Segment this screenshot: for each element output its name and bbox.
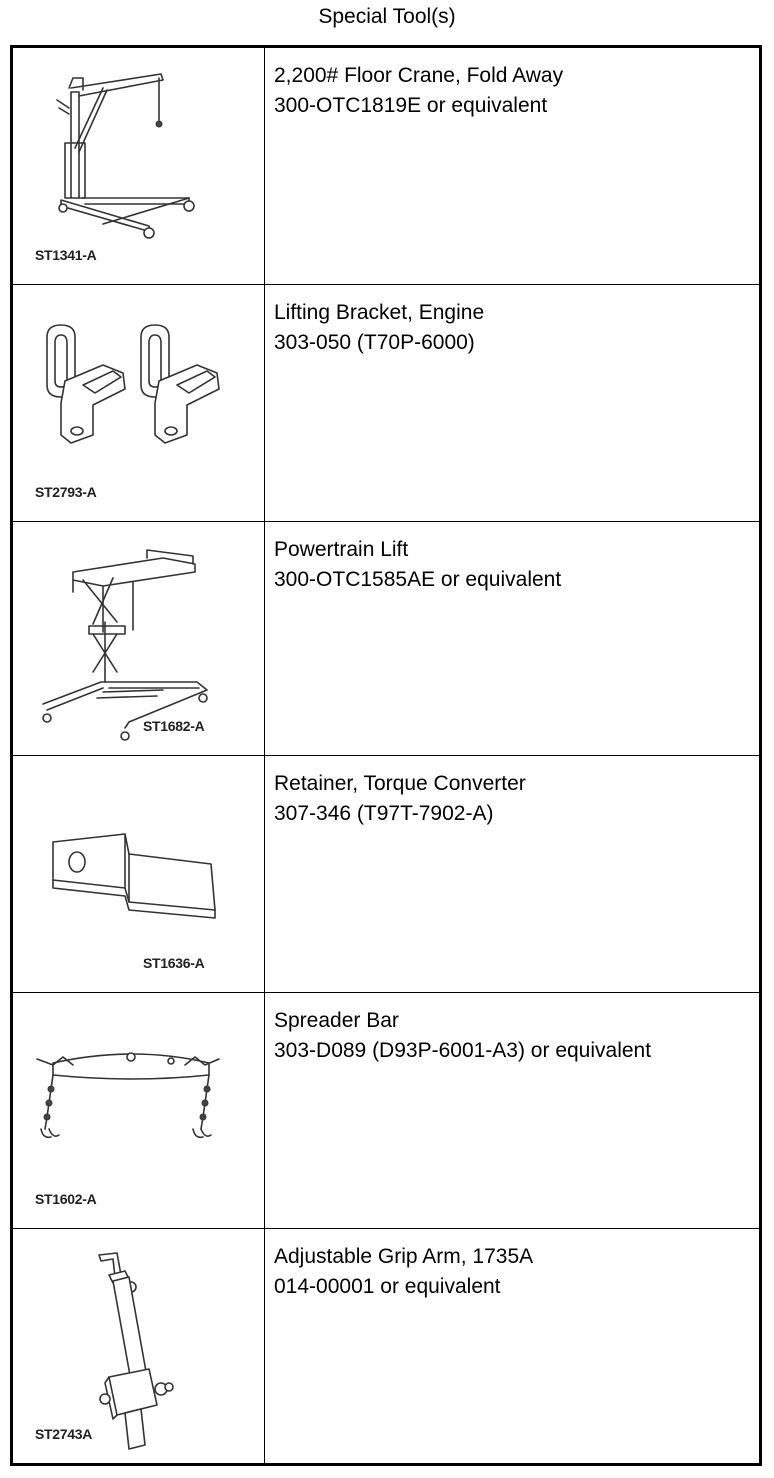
tool-name: Lifting Bracket, Engine xyxy=(274,301,485,324)
tool-name: Spreader Bar xyxy=(274,1009,399,1032)
tool-code: ST1602-A xyxy=(35,1191,97,1207)
tool-description xyxy=(274,535,754,595)
tool-code: ST1682-A xyxy=(143,718,205,734)
tool-description xyxy=(274,1006,754,1066)
powertrain-lift-icon xyxy=(13,522,265,758)
tool-name: Powertrain Lift xyxy=(274,538,409,561)
special-tools-table xyxy=(10,45,762,1466)
tool-code: ST1341-A xyxy=(35,247,97,263)
tool-part-number: 300-OTC1819E or equivalent xyxy=(274,94,548,117)
tool-part-number: 303-050 (T70P-6000) xyxy=(274,331,475,354)
table-row xyxy=(13,522,759,756)
tool-name: Retainer, Torque Converter xyxy=(274,772,526,795)
tool-image-cell xyxy=(13,285,265,521)
tool-description xyxy=(274,769,754,829)
tool-part-number: 307-346 (T97T-7902-A) xyxy=(274,802,494,825)
tool-code: ST2793-A xyxy=(35,484,97,500)
tool-image-cell xyxy=(13,48,265,284)
tool-description xyxy=(274,298,754,358)
page-title: Special Tool(s) xyxy=(318,5,456,28)
table-row xyxy=(13,48,759,285)
tool-description xyxy=(274,1242,754,1302)
tool-part-number: 014-00001 or equivalent xyxy=(274,1275,501,1298)
torque-converter-retainer-icon xyxy=(13,756,265,992)
table-row xyxy=(13,285,759,522)
table-row xyxy=(13,1229,759,1463)
tool-name: 2,200# Floor Crane, Fold Away xyxy=(274,64,564,87)
tool-code: ST1636-A xyxy=(143,955,205,971)
tool-image-cell xyxy=(13,993,265,1228)
tool-image-cell xyxy=(13,756,265,992)
tool-part-number: 303-D089 (D93P-6001-A3) or equivalent xyxy=(274,1039,652,1062)
tool-part-number: 300-OTC1585AE or equivalent xyxy=(274,568,562,591)
table-row xyxy=(13,756,759,993)
tool-description xyxy=(274,61,754,121)
tool-code: ST2743A xyxy=(35,1426,93,1442)
table-row xyxy=(13,993,759,1229)
tool-image-cell xyxy=(13,522,265,755)
tool-name: Adjustable Grip Arm, 1735A xyxy=(274,1245,534,1268)
tool-image-cell xyxy=(13,1229,265,1463)
